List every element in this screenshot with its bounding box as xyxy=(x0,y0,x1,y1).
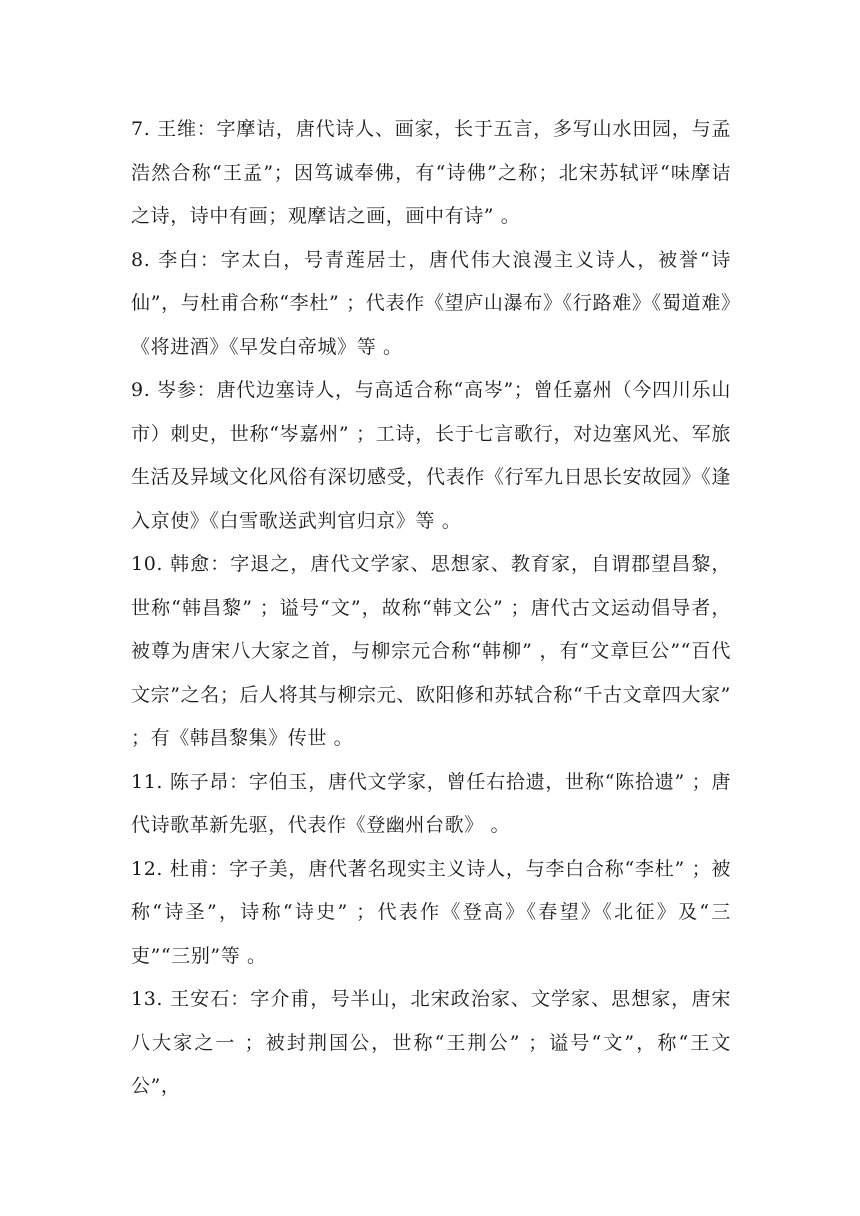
entry-cen-shen: 9. 岑参：唐代边塞诗人，与高适合称“高岑”；曾任嘉州（今四川乐山市）刺史，世称“岑嘉州” ；工诗，长于七言歌行，对边塞风光、军旅生活及异域文化风俗有深切感受，代表作《行军九日思长安故园》《逢入京使》《白雪歌送武判官归京》等 。 xyxy=(131,379,731,532)
entry-wang-anshi: 13. 王安石：字介甫，号半山，北宋政治家、文学家、思想家，唐宋八大家之一 ；被封荆国公，世称“王荆公” ；谥号“文”，称“王文公”， xyxy=(131,988,731,1097)
entry-wang-wei: 7. 王维：字摩诘，唐代诗人、画家，长于五言，多写山水田园，与孟浩然合称“王孟”；因笃诚奉佛，有“诗佛”之称；北宋苏轼评“味摩诘之诗，诗中有画；观摩诘之画，画中有诗” 。 xyxy=(131,118,731,227)
entry-chen-ziang: 11. 陈子昂：字伯玉，唐代文学家，曾任右拾遗，世称“陈拾遗” ；唐代诗歌革新先驱，代表作《登幽州台歌》 。 xyxy=(131,770,731,836)
entry-du-fu: 12. 杜甫：字子美，唐代著名现实主义诗人，与李白合称“李杜” ；被称“诗圣”，诗称“诗史” ；代表作《登高》《春望》《北征》及“三吏”“三别”等 。 xyxy=(131,857,731,967)
entry-li-bai: 8. 李白：字太白，号青莲居士，唐代伟大浪漫主义诗人，被誉“诗仙”，与杜甫合称“李杜” ；代表作《望庐山瀑布》《行路难》《蜀道难》《将进酒》《早发白帝城》等 。 xyxy=(131,248,731,358)
entry-han-yu: 10. 韩愈：字退之，唐代文学家、思想家、教育家，自谓郡望昌黎，世称“韩昌黎” ；谥号“文”，故称“韩文公” ；唐代古文运动倡导者，被尊为唐宋八大家之首，与柳宗元合称“韩柳” ，有“文章巨公”“百代文宗”之名；后人将其与柳宗元、欧阳修和苏轼合称“千古文章四大家” ；有《韩昌黎集》传世 。 xyxy=(131,553,731,749)
document-body xyxy=(131,108,731,1109)
